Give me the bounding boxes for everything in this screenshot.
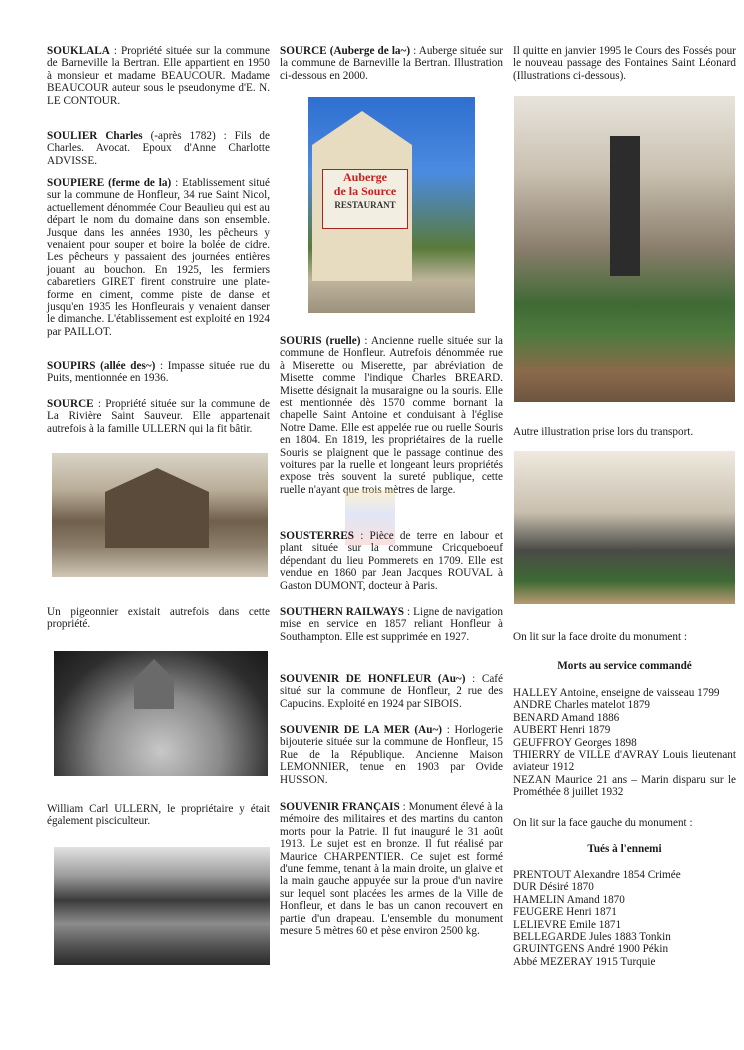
entry-term: SOUSTERRES bbox=[280, 530, 354, 542]
entry-text: : Propriété située sur la commune de Barneville la Bertran. Elle appartient en 1950 à monsieur et madame BEAUCOUR. Madame BEAUCOUR auteur sous le pseudonyme d'E. N. LE CONTOUR. bbox=[47, 45, 270, 107]
sign-line: RESTAURANT bbox=[334, 200, 396, 210]
caption-transport: Autre illustration prise lors du transport. bbox=[513, 426, 694, 438]
list-tues bbox=[513, 869, 736, 968]
entry-text: : Pièce de terre en labour et plant située sur la commune Cricqueboeuf dépendant du lieu Pommerets en 1709. Elle est vendue en 1860 par Jean Jacques ROUVAL à Gaston DUMONT, docteur à Paris. bbox=[280, 530, 503, 592]
list-item: HAMELIN Amand 1870 bbox=[513, 893, 625, 906]
photo-pigeonnier bbox=[54, 651, 268, 776]
list-item: GRUINTGENS André 1900 Pékin bbox=[513, 943, 669, 956]
entry-soupiere bbox=[47, 177, 270, 338]
entry-souvenir-honfleur bbox=[280, 673, 503, 710]
photo-pisciculture bbox=[54, 847, 270, 965]
entry-term: SOUPIERE (ferme de la) bbox=[47, 177, 172, 189]
entry-source-auberge bbox=[280, 45, 503, 82]
entry-term: SOUPIRS (allée des~) bbox=[47, 360, 156, 372]
intro-text: Il quitte en janvier 1995 le Cours des Fossés pour le nouveau passage des Fontaines Saint Léonard (Illustrations ci-dessous). bbox=[513, 45, 736, 82]
list-item: HALLEY Antoine, enseigne de vaisseau 1799 bbox=[513, 687, 720, 699]
entry-text: : Monument élevé à la mémoire des militaires et des martins du canton morts pour la Patrie. Il fut inauguré le 31 août 1913. Le sujet est en bronze. Il fut réalisé par Maurice CHARPENTIER. Ce sujet est formé d'une femme, tenant à la main droite, un glaive et la main gauche appuyée sur la proue d'un navire sur lequel sont placées les armes de la Ville de Honfleur, et dans le bas un canon recouvert en partie d'un drapeau. L'ensemble du monument mesure 5 mètres 60 et pèse environ 2500 kg. bbox=[280, 801, 503, 938]
heading-tues: Tués à l'ennemi bbox=[587, 843, 662, 855]
photo-monument-2 bbox=[514, 451, 735, 604]
entry-term: SOURCE (Auberge de la~) bbox=[280, 45, 411, 57]
entry-souris bbox=[280, 335, 503, 496]
entry-term: SOUKLALA bbox=[47, 45, 110, 57]
face-droite-text: On lit sur la face droite du monument : bbox=[513, 631, 687, 643]
entry-term: SOUVENIR DE LA MER (Au~) bbox=[280, 724, 443, 736]
list-item: NEZAN Maurice 21 ans – Marin disparu sur le Prométhée 8 juillet 1932 bbox=[513, 773, 736, 799]
face-gauche-text: On lit sur la face gauche du monument : bbox=[513, 817, 693, 829]
list-item: GEUFFROY Georges 1898 bbox=[513, 736, 637, 749]
entry-term: SOURIS (ruelle) bbox=[280, 335, 361, 347]
list-item: ANDRE Charles matelot 1879 bbox=[513, 699, 651, 712]
tower-shape bbox=[134, 659, 174, 709]
heading-morts: Morts au service commandé bbox=[557, 660, 692, 672]
house-shape bbox=[92, 468, 222, 548]
list-item: THIERRY de VILLE d'AVRAY Louis lieutenant aviateur 1912 bbox=[513, 749, 736, 774]
monument-shape bbox=[610, 136, 640, 276]
entry-term: SOUTHERN RAILWAYS bbox=[280, 606, 405, 618]
entry-term: SOULIER Charles bbox=[47, 130, 143, 142]
entry-soulier bbox=[47, 130, 270, 167]
entry-souvenir-francais bbox=[280, 801, 503, 937]
caption-pigeonnier: Un pigeonnier existait autrefois dans cette propriété. bbox=[47, 606, 270, 631]
list-item: FEUGERE Henri 1871 bbox=[513, 906, 617, 919]
photo-auberge-de-la-source bbox=[308, 97, 475, 313]
list-item: BELLEGARDE Jules 1883 Tonkin bbox=[513, 931, 671, 944]
entry-source bbox=[47, 398, 270, 435]
list-item: LELIEVRE Emile 1871 bbox=[513, 918, 622, 931]
entry-term: SOURCE bbox=[47, 398, 94, 410]
entry-text: : Etablissement situé sur la commune de Honfleur, 34 rue Saint Nicol, actuellement dénommée Cour Beaulieu qui est au départ le nom du domaine dans son ensemble. Jusque dans les années 1930, les pêcheurs y venaient pour souper et boire la bolée de cidre. Les pêcheurs y passaient des journées entières jouant au bouchon. En 1925, les fermiers cabaretiers GIRET firent construire une plate-forme en ciment, comme piste de danse et jusqu'en 1935 les Honfleurais y venaient danser le dimanche. L'établissement est exploité en 1924 par PAILLOT. bbox=[47, 177, 270, 338]
entry-text: : Café situé sur la commune de Honfleur, 2 rue des Capucins. Exploité en 1924 par SIBOIS. bbox=[280, 673, 503, 710]
entry-soupirs bbox=[47, 360, 270, 385]
sign-line: Auberge bbox=[343, 170, 387, 184]
list-item: BENARD Amand 1886 bbox=[513, 711, 620, 724]
entry-text: : Horlogerie bijouterie située sur la commune de Honfleur, 15 Rue de la République. Ancienne Maison LEMONNIER, tenue en 1903 par Ovide HUSSON. bbox=[280, 724, 503, 786]
entry-souvenir-mer bbox=[280, 724, 503, 786]
entry-text: : Ancienne ruelle située sur la commune de Honfleur. Autrefois dénommée rue à Miserette ou Miserette, par abréviation de Misette comme l'indique Charles BREARD. Misette désignait la musaraigne ou la souris. Elle est mentionnée dès 1570 comme bornant la chapelle Saint Antoine et conduisant à l'église Notre Dame. Elle est appelée rue ou ruelle Souris en 1804. En 1819, les propriétaires de la ruelle Souris se plaignent que le passage continue des voitures par la ruelle et longeant leurs propriétés expose très souvent la sureté publique, cette ruelle n'ayant que trois mètres de large. bbox=[280, 335, 503, 496]
list-item: Abbé MEZERAY 1915 Turquie bbox=[513, 955, 656, 968]
entry-text: : Propriété située sur la commune de La Rivière Saint Sauveur. Elle appartenait autrefois à la famille ULLERN qui la fit bâtir. bbox=[47, 398, 270, 435]
photo-monument-transport bbox=[514, 96, 735, 402]
entry-text: : Auberge située sur la commune de Barneville la Bertran. Illustration ci-dessous en 2000. bbox=[280, 45, 504, 82]
sign-line: de la Source bbox=[333, 184, 397, 198]
entry-term: SOUVENIR FRANÇAIS bbox=[280, 801, 400, 813]
entry-term: SOUVENIR DE HONFLEUR (Au~) bbox=[280, 673, 466, 685]
caption-ullern: William Carl ULLERN, le propriétaire y était également pisciculteur. bbox=[47, 803, 270, 828]
entry-sousterres bbox=[280, 530, 503, 592]
entry-southern-railways bbox=[280, 606, 503, 643]
list-item: PRENTOUT Alexandre 1854 Crimée bbox=[513, 869, 681, 881]
entry-text: (-après 1782) : Fils de Charles. Avocat. Epoux d'Anne Charlotte ADVISSE. bbox=[47, 130, 270, 167]
entry-text: : Ligne de navigation mise en service en 1857 reliant Honfleur à Southampton. Elle est supprimée en 1927. bbox=[280, 606, 503, 643]
entry-souklala bbox=[47, 45, 270, 107]
list-item: DUR Désiré 1870 bbox=[513, 881, 594, 894]
entry-text: : Impasse située rue du Puits, mentionnée en 1936. bbox=[47, 360, 271, 385]
list-item: AUBERT Henri 1879 bbox=[513, 724, 611, 737]
photo-source-house bbox=[52, 453, 268, 577]
auberge-sign bbox=[322, 169, 408, 229]
list-morts bbox=[513, 687, 736, 799]
